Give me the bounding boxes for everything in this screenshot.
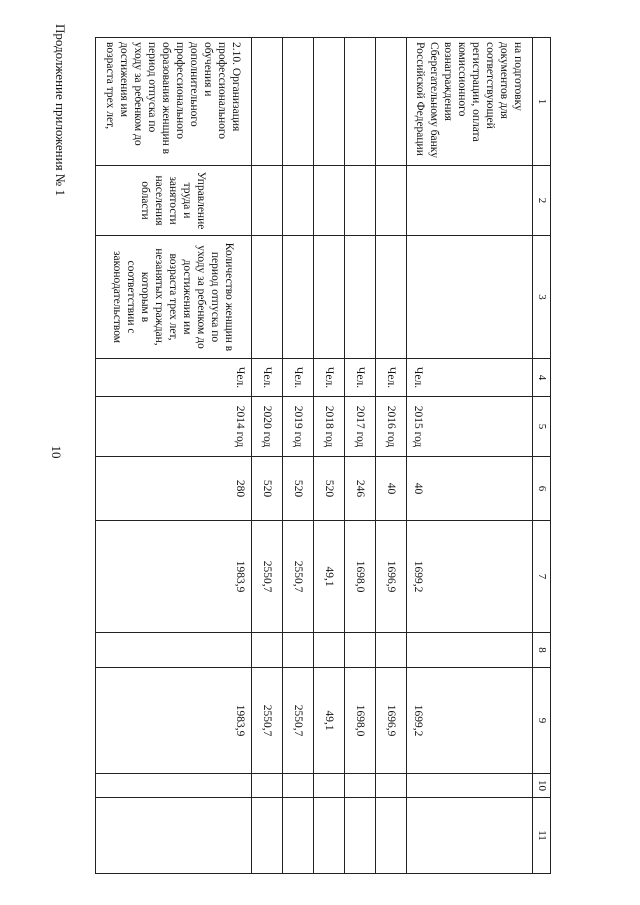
table-cell-col4: Чел. — [251, 359, 282, 397]
table-cell-col10 — [407, 774, 533, 798]
header-cell: 2 — [532, 166, 550, 236]
table-cell-col7: 1698,0 — [345, 521, 376, 633]
table-row — [376, 38, 407, 874]
table-cell-col3 — [345, 236, 376, 359]
table-cell-col6: 520 — [251, 457, 282, 521]
table-cell-col6: 40 — [376, 457, 407, 521]
table-cell-col7: 2550,7 — [282, 521, 313, 633]
table-cell-col2 — [407, 166, 533, 236]
table-cell-col10 — [282, 774, 313, 798]
table-cell-col11 — [96, 798, 252, 874]
header-cell: 11 — [532, 798, 550, 874]
table-cell-col4: Чел. — [313, 359, 344, 397]
table-cell-col3 — [251, 236, 282, 359]
table-cell-col7: 1983,9 — [96, 521, 252, 633]
table-row — [313, 38, 344, 874]
table-cell-col4: Чел. — [376, 359, 407, 397]
table-cell-col8 — [376, 633, 407, 668]
header-cell: 7 — [532, 521, 550, 633]
table-cell-col9: 1699,2 — [407, 668, 533, 774]
table-cell-col3 — [282, 236, 313, 359]
table-cell-col5: 2016 год — [376, 397, 407, 457]
table-cell-col10 — [313, 774, 344, 798]
table-cell-col3 — [407, 236, 533, 359]
table-cell-col1: на подготовку документов для соответствующей регистрации, оплата комиссионного вознаграждения Сберегательному банку Российской Федерации — [407, 38, 533, 166]
table-cell-col7: 1696,9 — [376, 521, 407, 633]
table-cell-col11 — [345, 798, 376, 874]
table-cell-col10 — [376, 774, 407, 798]
table-cell-col5: 2019 год — [282, 397, 313, 457]
table-cell-col2 — [282, 166, 313, 236]
header-cell: 4 — [532, 359, 550, 397]
table-cell-col1 — [376, 38, 407, 166]
table-row — [96, 38, 252, 874]
table-cell-col1: 2.10. Организация профессионального обучения и дополнительного профессионального образования женщин в период отпуска по уходу за ребенком до достижения им возраста трех лет, — [96, 38, 252, 166]
table-cell-col3 — [313, 236, 344, 359]
table-cell-col10 — [251, 774, 282, 798]
header-cell: 8 — [532, 633, 550, 668]
continuation-label: Продолжение приложения № 1 — [53, 24, 68, 196]
table-cell-col9: 1696,9 — [376, 668, 407, 774]
table-cell-col8 — [345, 633, 376, 668]
header-cell: 3 — [532, 236, 550, 359]
table-cell-col6: 40 — [407, 457, 533, 521]
table-cell-col6: 280 — [96, 457, 252, 521]
table-cell-col9: 2550,7 — [282, 668, 313, 774]
table-cell-col2 — [251, 166, 282, 236]
appendix-table — [95, 37, 551, 874]
table-cell-col4: Чел. — [345, 359, 376, 397]
table-cell-col5: 2015 год — [407, 397, 533, 457]
table-cell-col11 — [251, 798, 282, 874]
table-cell-col4: Чел. — [96, 359, 252, 397]
table-cell-col8 — [282, 633, 313, 668]
table-cell-col8 — [407, 633, 533, 668]
table-cell-col7: 2550,7 — [251, 521, 282, 633]
table-cell-col6: 520 — [282, 457, 313, 521]
table-cell-col11 — [282, 798, 313, 874]
table-row — [282, 38, 313, 874]
table-cell-col9: 49,1 — [313, 668, 344, 774]
table-cell-col1 — [345, 38, 376, 166]
table-cell-col1 — [282, 38, 313, 166]
table-row — [407, 38, 533, 874]
page-number: 10 — [49, 445, 64, 459]
header-cell: 9 — [532, 668, 550, 774]
table-cell-col10 — [96, 774, 252, 798]
table-cell-col5: 2014 год — [96, 397, 252, 457]
header-cell: 5 — [532, 397, 550, 457]
table-cell-col9: 2550,7 — [251, 668, 282, 774]
table-cell-col8 — [251, 633, 282, 668]
header-row — [532, 38, 550, 874]
table-cell-col11 — [407, 798, 533, 874]
header-cell: 10 — [532, 774, 550, 798]
table-cell-col2 — [345, 166, 376, 236]
table-cell-col5: 2017 год — [345, 397, 376, 457]
table-cell-col2 — [313, 166, 344, 236]
table-cell-col3: Количество женщин в период отпуска по уходу за ребенком до достижения им возраста трех лет, незанятых граждан, которым в соответствии с законодательством — [96, 236, 252, 359]
table-cell-col2 — [376, 166, 407, 236]
table-cell-col10 — [345, 774, 376, 798]
table-row — [345, 38, 376, 874]
table-cell-col9: 1698,0 — [345, 668, 376, 774]
table-cell-col3 — [376, 236, 407, 359]
table-cell-col11 — [376, 798, 407, 874]
table-cell-col8 — [96, 633, 252, 668]
table-cell-col5: 2018 год — [313, 397, 344, 457]
table-cell-col7: 1699,2 — [407, 521, 533, 633]
table-cell-col6: 246 — [345, 457, 376, 521]
table-cell-col1 — [313, 38, 344, 166]
table-row — [251, 38, 282, 874]
table-cell-col8 — [313, 633, 344, 668]
table-cell-col5: 2020 год — [251, 397, 282, 457]
table-cell-col4: Чел. — [407, 359, 533, 397]
table-cell-col6: 520 — [313, 457, 344, 521]
table-cell-col4: Чел. — [282, 359, 313, 397]
table-cell-col11 — [313, 798, 344, 874]
table-cell-col9: 1983,9 — [96, 668, 252, 774]
table-cell-col2: Управление труда и занятости населения области — [96, 166, 252, 236]
header-cell: 1 — [532, 38, 550, 166]
table-cell-col7: 49,1 — [313, 521, 344, 633]
rotated-table-area — [95, 37, 551, 873]
table-wrapper — [95, 37, 551, 873]
table-cell-col1 — [251, 38, 282, 166]
header-cell: 6 — [532, 457, 550, 521]
